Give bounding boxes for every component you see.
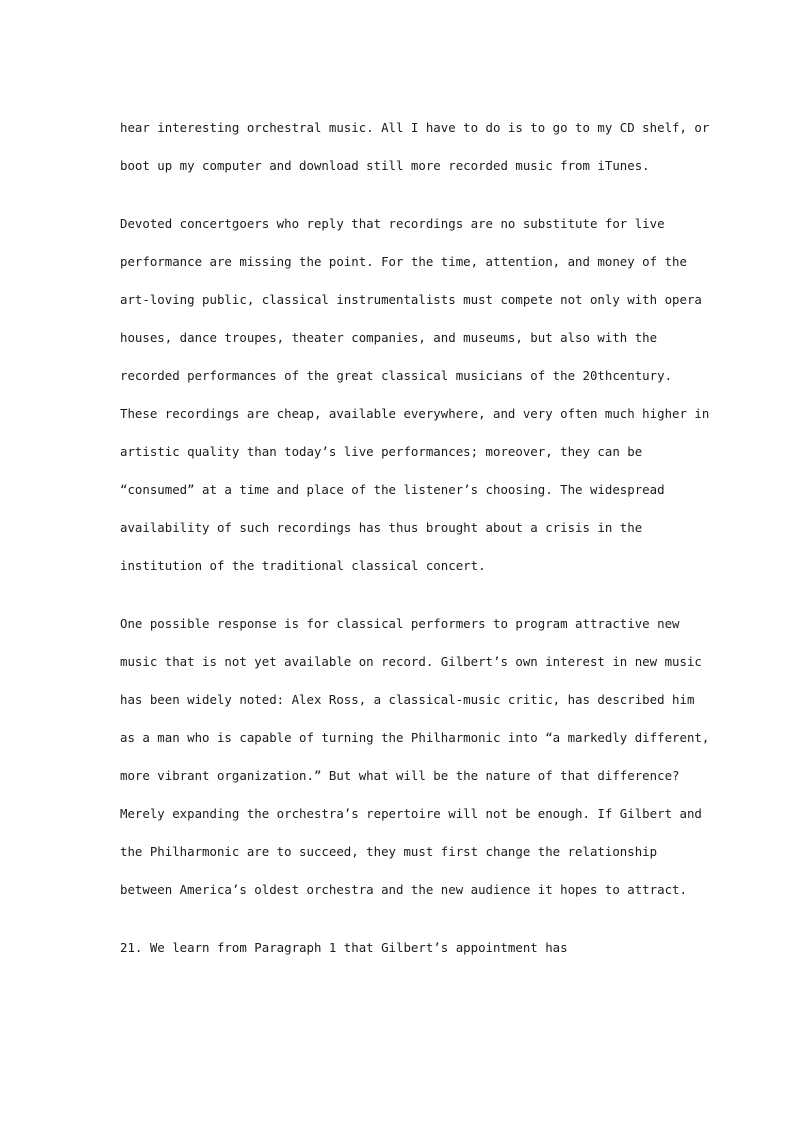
text-line: institution of the traditional classical concert. xyxy=(120,558,486,573)
text-line: as a man who is capable of turning the Philharmonic into “a markedly different, xyxy=(120,730,710,745)
text-line: Devoted concertgoers who reply that recordings are no substitute for live xyxy=(120,216,665,231)
question-text: 21. We learn from Paragraph 1 that Gilbert’s appointment has xyxy=(120,940,568,955)
text-line: boot up my computer and download still more recorded music from iTunes. xyxy=(120,158,650,173)
text-line: recorded performances of the great classical musicians of the 20thcentury. xyxy=(120,368,673,383)
text-line: One possible response is for classical performers to program attractive new xyxy=(120,616,680,631)
text-line: has been widely noted: Alex Ross, a classical-music critic, has described him xyxy=(120,692,695,707)
text-line: more vibrant organization.” But what will be the nature of that difference? xyxy=(120,768,680,783)
text-line: art-loving public, classical instrumentalists must compete not only with opera xyxy=(120,292,702,307)
text-line: the Philharmonic are to succeed, they must first change the relationship xyxy=(120,844,658,859)
text-line: Merely expanding the orchestra’s repertoire will not be enough. If Gilbert and xyxy=(120,806,702,821)
text-line: “consumed” at a time and place of the listener’s choosing. The widespread xyxy=(120,482,665,497)
text-line: performance are missing the point. For the time, attention, and money of the xyxy=(120,254,687,269)
text-line: These recordings are cheap, available everywhere, and very often much higher in xyxy=(120,406,710,421)
text-line: music that is not yet available on record. Gilbert’s own interest in new music xyxy=(120,654,702,669)
text-line: houses, dance troupes, theater companies, and museums, but also with the xyxy=(120,330,658,345)
text-line: availability of such recordings has thus brought about a crisis in the xyxy=(120,520,643,535)
text-line: hear interesting orchestral music. All I have to do is to go to my CD shelf, or xyxy=(120,120,710,135)
text-line: artistic quality than today’s live performances; moreover, they can be xyxy=(120,444,643,459)
text-line: between America’s oldest orchestra and the new audience it hopes to attract. xyxy=(120,882,687,897)
